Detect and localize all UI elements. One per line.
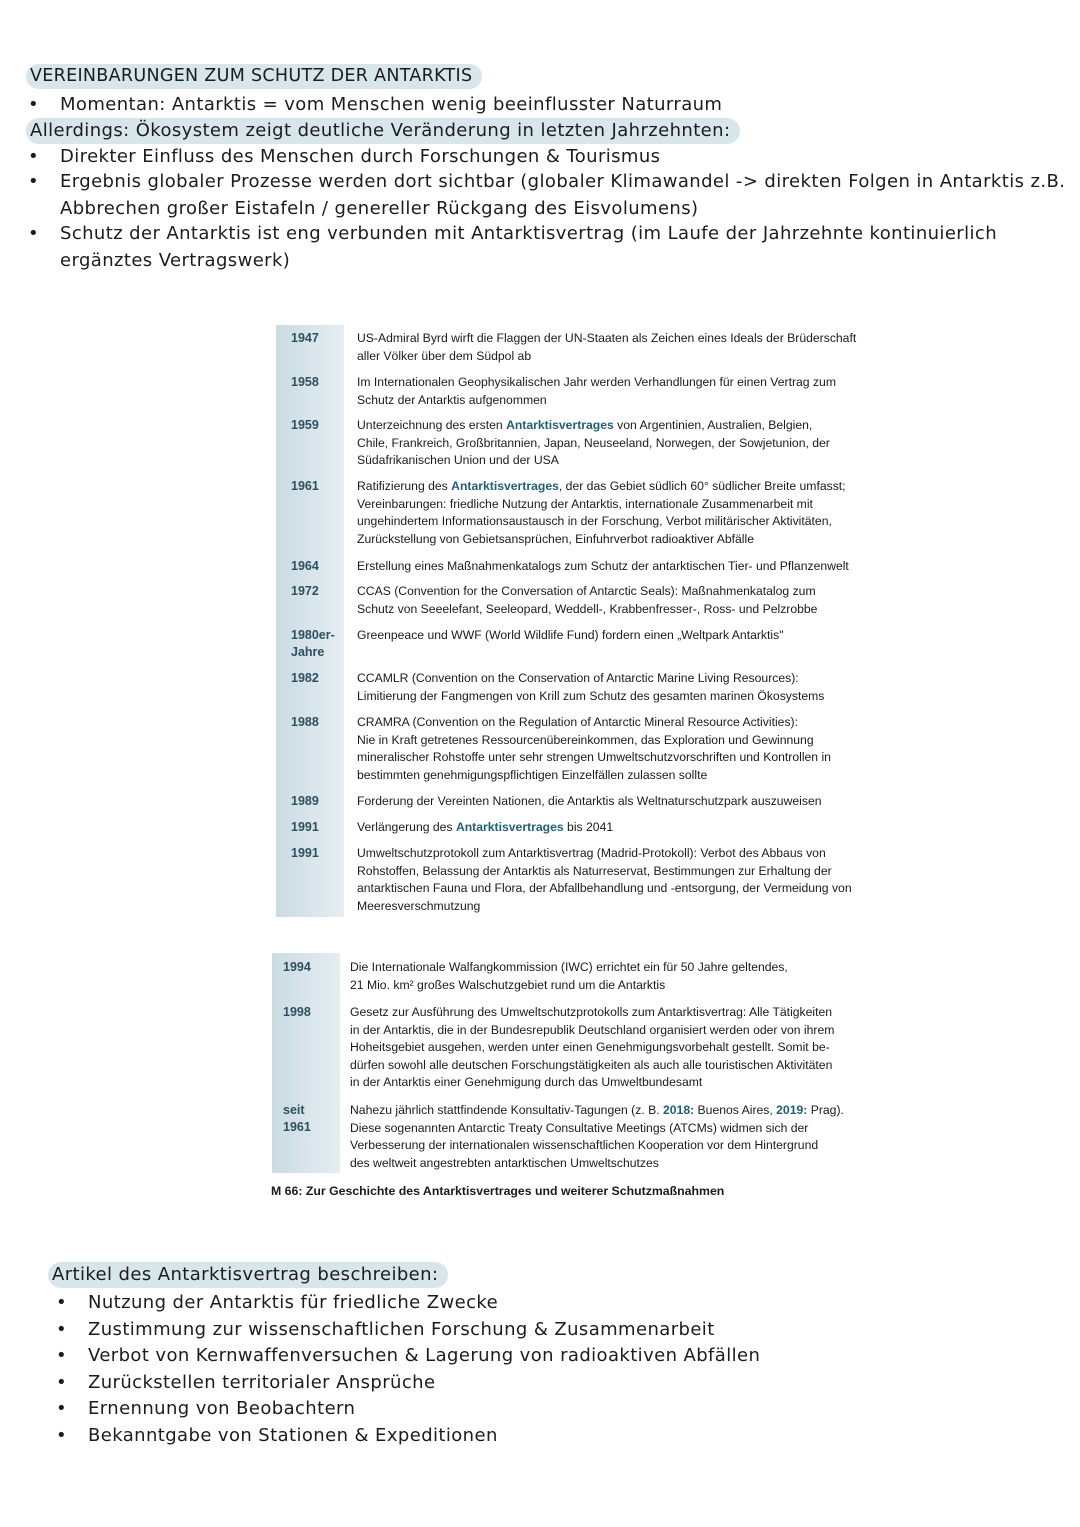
timeline-year: 1972 bbox=[291, 584, 319, 598]
timeline-year: 1982 bbox=[291, 671, 319, 685]
article-item: • Bekanntgabe von Stationen & Expeditionen bbox=[88, 1425, 498, 1446]
timeline-event-line: Chile, Frankreich, Großbritannien, Japan, Neuseeland, Norwegen, der Sowjetunion, der bbox=[357, 435, 830, 450]
article-item: • Zurückstellen territorialer Ansprüche bbox=[88, 1372, 435, 1393]
bullet-1: • Momentan: Antarktis = vom Menschen wenig beeinflusster Naturraum bbox=[60, 94, 722, 115]
bullet-3-line-1: • Ergebnis globaler Prozesse werden dort sichtbar (globaler Klimawandel -> direkten Folgen in Antarktis z.B. bbox=[60, 171, 1065, 192]
timeline-event bbox=[357, 819, 862, 837]
timeline-year-cont: 1961 bbox=[283, 1120, 311, 1134]
timeline-event-line: US-Admiral Byrd wirft die Flaggen der UN-Staaten als Zeichen eines Ideals der Brüderschaft bbox=[357, 331, 857, 345]
timeline-year: 1991 bbox=[291, 820, 319, 834]
timeline-year: 1964 bbox=[291, 559, 319, 573]
timeline-event-line: Meeresverschmutzung bbox=[357, 898, 481, 913]
timeline-event-line: dürfen sowohl alle deutschen Forschungstätigkeiten als auch alle touristischen Aktivitäten bbox=[350, 1057, 833, 1072]
bullet-4-line-2: ergänztes Vertragswerk) bbox=[60, 250, 291, 271]
timeline-year-cont: Jahre bbox=[291, 645, 325, 659]
timeline-event-line: Forderung der Vereinten Nationen, die Antarktis als Weltnaturschutzpark auszuweisen bbox=[357, 794, 822, 808]
timeline-year: 1947 bbox=[291, 331, 319, 345]
section2-heading: Artikel des Antarktisvertrag beschreiben: bbox=[48, 1264, 448, 1285]
timeline-event-line: CCAS (Convention for the Conversation of Antarctic Seals): Maßnahmenkatalog zum bbox=[357, 584, 816, 598]
timeline-event-line: mineralischer Rohstoffe unter sehr strengen Umweltschutzvorschriften und Kontrollen in bbox=[357, 750, 831, 765]
timeline-event bbox=[357, 793, 862, 811]
timeline-event-line: in der Antarktis, die in der Bundesrepublik Deutschland organisiert werden oder von ihrem bbox=[350, 1022, 835, 1037]
timeline-event bbox=[350, 959, 855, 994]
timeline-event bbox=[357, 330, 862, 365]
timeline-event bbox=[357, 714, 862, 784]
bullet-4-line-1: • Schutz der Antarktis ist eng verbunden mit Antarktisvertrag (im Laufe der Jahrzehnte kontinuierlich bbox=[60, 223, 997, 244]
timeline-year: 1959 bbox=[291, 418, 319, 432]
timeline-event bbox=[357, 374, 862, 409]
timeline-event bbox=[357, 670, 862, 705]
figure-caption: M 66: Zur Geschichte des Antarktisvertrages und weiterer Schutzmaßnahmen bbox=[271, 1184, 725, 1198]
timeline-event-line: des weltweit angestrebten antarktischen Umweltschutzes bbox=[350, 1155, 659, 1170]
timeline-event bbox=[357, 845, 862, 915]
article-item: • Verbot von Kernwaffenversuchen & Lagerung von radioaktiven Abfällen bbox=[88, 1345, 760, 1366]
timeline-event-line: ungehindertem Informationsaustausch in der Forschung, Verbot militärischer Aktivitäten, bbox=[357, 514, 832, 529]
timeline-event-line: Gesetz zur Ausführung des Umweltschutzprotokolls zum Antarktisvertrag: Alle Tätigkeiten bbox=[350, 1005, 833, 1019]
timeline-event-line: Unterzeichnung des ersten Antarktisvertrages von Argentinien, Australien, Belgien, bbox=[357, 418, 813, 432]
timeline-event bbox=[357, 558, 862, 576]
timeline-event-line: Schutz von Seeelefant, Seeleopard, Weddell-, Krabbenfresser-, Ross- und Pelzrobbe bbox=[357, 601, 818, 616]
timeline-event-line: antarktischen Fauna und Flora, der Abfallbehandlung und -entsorgung, der Vermeidung von bbox=[357, 881, 852, 896]
timeline-event-line: Hoheitsgebiet ausgehen, werden unter einen Genehmigungsvorbehalt gestellt. Somit be- bbox=[350, 1040, 830, 1055]
timeline-event-line: Limitierung der Fangmengen von Krill zum Schutz des gesamten marinen Ökosystems bbox=[357, 688, 825, 703]
timeline-event-line: Die Internationale Walfangkommission (IWC) errichtet ein für 50 Jahre geltendes, bbox=[350, 960, 788, 974]
bullet-3-line-2: Abbrechen großer Eistafeln / genereller Rückgang des Eisvolumens) bbox=[60, 198, 699, 219]
timeline-year: 1989 bbox=[291, 794, 319, 808]
bullet-2: • Direkter Einfluss des Menschen durch Forschungen & Tourismus bbox=[60, 146, 660, 167]
article-item: • Nutzung der Antarktis für friedliche Zwecke bbox=[88, 1292, 498, 1313]
timeline-year: 1998 bbox=[283, 1005, 311, 1019]
timeline-year: seit 1961 bbox=[283, 1103, 311, 1134]
timeline-event-line: Greenpeace und WWF (World Wildlife Fund) fordern einen „Weltpark Antarktis" bbox=[357, 628, 784, 642]
timeline-event-line: Südafrikanischen Union und der USA bbox=[357, 453, 559, 468]
timeline-year: 1958 bbox=[291, 375, 319, 389]
timeline-event-line: bestimmten genehmigungspflichtigen Einzelfällen zulassen sollte bbox=[357, 767, 708, 782]
timeline-year: 1994 bbox=[283, 960, 311, 974]
timeline-event-line: Vereinbarungen: friedliche Nutzung der Antarktis, internationale Zusammenarbeit mit bbox=[357, 496, 813, 511]
timeline-event bbox=[357, 627, 862, 645]
timeline-event-line: Diese sogenannten Antarctic Treaty Consultative Meetings (ATCMs) widmen sich der bbox=[350, 1120, 809, 1135]
section-heading: VEREINBARUNGEN ZUM SCHUTZ DER ANTARKTIS bbox=[26, 66, 482, 86]
timeline-event-line: Nie in Kraft getretenes Ressourcenübereinkommen, das Exploration und Gewinnung bbox=[357, 732, 814, 747]
timeline-event-line: Nahezu jährlich stattfindende Konsultativ-Tagungen (z. B. 2018: Buenos Aires, 2019: Prag). bbox=[350, 1103, 844, 1117]
timeline-year: 1980er- Jahre bbox=[291, 628, 335, 659]
timeline-event-line: Erstellung eines Maßnahmenkatalogs zum Schutz der antarktischen Tier- und Pflanzenwelt bbox=[357, 559, 849, 573]
timeline-event-line: Ratifizierung des Antarktisvertrages, der das Gebiet südlich 60° südlicher Breite umfasst; bbox=[357, 479, 846, 493]
timeline-event-line: aller Völker über dem Südpol ab bbox=[357, 348, 532, 363]
timeline-strip-bottom bbox=[272, 953, 340, 1173]
timeline-event-line: in der Antarktis einer Genehmigung durch das Umweltbundesamt bbox=[350, 1075, 703, 1090]
timeline-year: 1961 bbox=[291, 479, 319, 493]
timeline-event-line: Im Internationalen Geophysikalischen Jahr werden Verhandlungen für einen Vertrag zum bbox=[357, 375, 836, 389]
timeline-event bbox=[350, 1102, 855, 1172]
timeline-event bbox=[357, 478, 862, 548]
timeline-event-line: 21 Mio. km² großes Walschutzgebiet rund um die Antarktis bbox=[350, 977, 666, 992]
timeline-event-line: Verlängerung des Antarktisvertrages bis 2041 bbox=[357, 820, 614, 834]
timeline-event-line: Schutz der Antarktis aufgenommen bbox=[357, 392, 547, 407]
timeline-year: 1988 bbox=[291, 715, 319, 729]
timeline-event-line: Rohstoffen, Belassung der Antarktis als Naturreservat, Bestimmungen zur Erhaltung der bbox=[357, 863, 832, 878]
timeline-event-line: CCAMLR (Convention on the Conservation of Antarctic Marine Living Resources): bbox=[357, 671, 799, 685]
timeline-event-line: Verbesserung der internationalen wissenschaftlichen Kooperation vor dem Hintergrund bbox=[350, 1138, 819, 1153]
timeline-event bbox=[357, 583, 862, 618]
timeline-year: 1991 bbox=[291, 846, 319, 860]
timeline-event-line: Zurückstellung von Gebietsansprüchen, Einfuhrverbot radioaktiver Abfälle bbox=[357, 531, 754, 546]
article-item: • Zustimmung zur wissenschaftlichen Forschung & Zusammenarbeit bbox=[88, 1319, 715, 1340]
timeline-event bbox=[357, 417, 862, 470]
article-item: • Ernennung von Beobachtern bbox=[88, 1398, 355, 1419]
subheading: Allerdings: Ökosystem zeigt deutliche Veränderung in letzten Jahrzehnten: bbox=[26, 120, 740, 141]
timeline-event bbox=[350, 1004, 855, 1092]
timeline-event-line: Umweltschutzprotokoll zum Antarktisvertrag (Madrid-Protokoll): Verbot des Abbaus von bbox=[357, 846, 826, 860]
timeline-event-line: CRAMRA (Convention on the Regulation of Antarctic Mineral Resource Activities): bbox=[357, 715, 798, 729]
